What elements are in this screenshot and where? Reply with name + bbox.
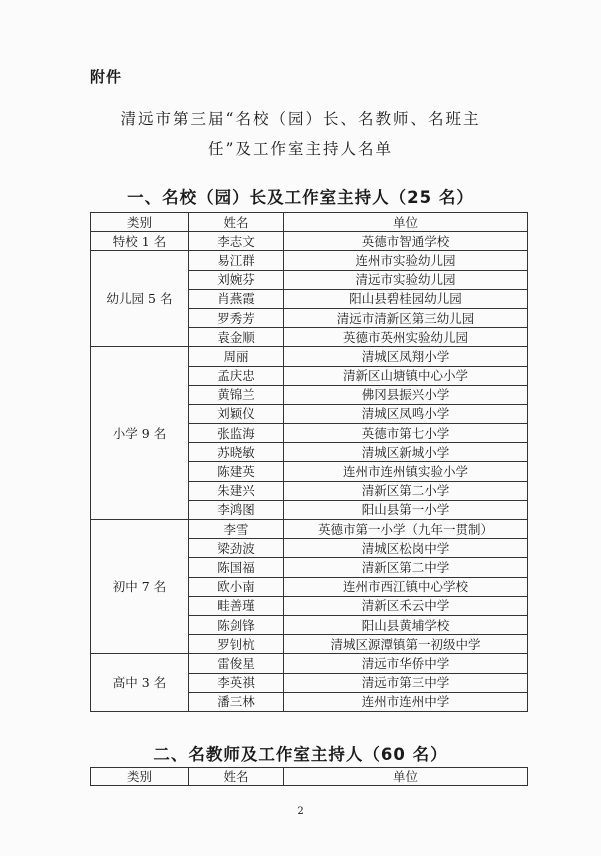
- header-category: 类别: [91, 768, 189, 786]
- table-row: [91, 347, 528, 366]
- name-cell: 李鸿图: [189, 500, 284, 519]
- principals-table: [90, 212, 528, 712]
- unit-cell: 连州市实验幼儿园: [284, 251, 528, 270]
- name-cell: 李英祺: [189, 673, 284, 692]
- category-cell: 幼儿园 5 名: [91, 251, 189, 347]
- category-cell: 初中 7 名: [91, 520, 189, 654]
- header-name: 姓名: [189, 213, 284, 232]
- header-category: 类别: [91, 213, 189, 232]
- header-unit: 单位: [284, 768, 528, 786]
- name-cell: 李志文: [189, 232, 284, 251]
- table-row: [91, 654, 528, 673]
- unit-cell: 英德市第七小学: [284, 424, 528, 443]
- unit-cell: 清城区凤翔小学: [284, 347, 528, 366]
- unit-cell: 清城区凤鸣小学: [284, 404, 528, 423]
- unit-cell: 连州市西江镇中心学校: [284, 577, 528, 596]
- name-cell: 孟庆忠: [189, 366, 284, 385]
- name-cell: 潘三林: [189, 692, 284, 711]
- unit-cell: 英德市英州实验幼儿园: [284, 328, 528, 347]
- unit-cell: 阳山县第一小学: [284, 500, 528, 519]
- attachment-label: 附件: [90, 68, 123, 86]
- name-cell: 易江群: [189, 251, 284, 270]
- name-cell: 周丽: [189, 347, 284, 366]
- name-cell: 陈剑锋: [189, 615, 284, 634]
- document-title-line-1: 清远市第三届“名校（园）长、名教师、名班主: [120, 110, 481, 128]
- principals-table-body: [91, 232, 528, 712]
- unit-cell: 阳山县碧桂园幼儿园: [284, 289, 528, 308]
- unit-cell: 英德市第一小学（九年一贯制）: [284, 520, 528, 539]
- table-header-row: [91, 213, 528, 232]
- table-header-row: [91, 768, 528, 786]
- category-cell: 高中 3 名: [91, 654, 189, 712]
- name-cell: 梁劲波: [189, 539, 284, 558]
- name-cell: 袁金顺: [189, 328, 284, 347]
- name-cell: 黄锦兰: [189, 385, 284, 404]
- teachers-table: [90, 767, 528, 786]
- category-cell: 小学 9 名: [91, 347, 189, 520]
- unit-cell: 清远市清新区第三幼儿园: [284, 308, 528, 327]
- unit-cell: 清新区禾云中学: [284, 596, 528, 615]
- unit-cell: 阳山县黄埔学校: [284, 615, 528, 634]
- name-cell: 欧小南: [189, 577, 284, 596]
- document-title-line-2: 任”及工作室主持人名单: [208, 140, 393, 158]
- name-cell: 苏晓敏: [189, 443, 284, 462]
- section-2-heading: 二、名教师及工作室主持人（60 名）: [153, 745, 448, 764]
- unit-cell: 连州市连州中学: [284, 692, 528, 711]
- header-name: 姓名: [189, 768, 284, 786]
- unit-cell: 英德市智通学校: [284, 232, 528, 251]
- page-number: 2: [297, 806, 304, 817]
- unit-cell: 清远市第三中学: [284, 673, 528, 692]
- unit-cell: 清城区松岗中学: [284, 539, 528, 558]
- unit-cell: 清城区源潭镇第一初级中学: [284, 635, 528, 654]
- name-cell: 畦善瑾: [189, 596, 284, 615]
- category-cell: 特校 1 名: [91, 232, 189, 251]
- name-cell: 肖燕霞: [189, 289, 284, 308]
- unit-cell: 清新区第二小学: [284, 481, 528, 500]
- name-cell: 陈国福: [189, 558, 284, 577]
- header-unit: 单位: [284, 213, 528, 232]
- name-cell: 刘颖仪: [189, 404, 284, 423]
- name-cell: 张监海: [189, 424, 284, 443]
- table-row: [91, 251, 528, 270]
- unit-cell: 连州市连州镇实验小学: [284, 462, 528, 481]
- name-cell: 雷俊星: [189, 654, 284, 673]
- unit-cell: 清新区山塘镇中心小学: [284, 366, 528, 385]
- name-cell: 刘婉芬: [189, 270, 284, 289]
- name-cell: 朱建兴: [189, 481, 284, 500]
- table-row: [91, 232, 528, 251]
- table-row: [91, 520, 528, 539]
- unit-cell: 清城区新城小学: [284, 443, 528, 462]
- unit-cell: 清远市华侨中学: [284, 654, 528, 673]
- name-cell: 罗秀芳: [189, 308, 284, 327]
- unit-cell: 清远市实验幼儿园: [284, 270, 528, 289]
- section-1-heading: 一、名校（园）长及工作室主持人（25 名）: [127, 188, 474, 207]
- unit-cell: 清新区第二中学: [284, 558, 528, 577]
- name-cell: 罗钊杭: [189, 635, 284, 654]
- name-cell: 李雪: [189, 520, 284, 539]
- unit-cell: 佛冈县振兴小学: [284, 385, 528, 404]
- name-cell: 陈建英: [189, 462, 284, 481]
